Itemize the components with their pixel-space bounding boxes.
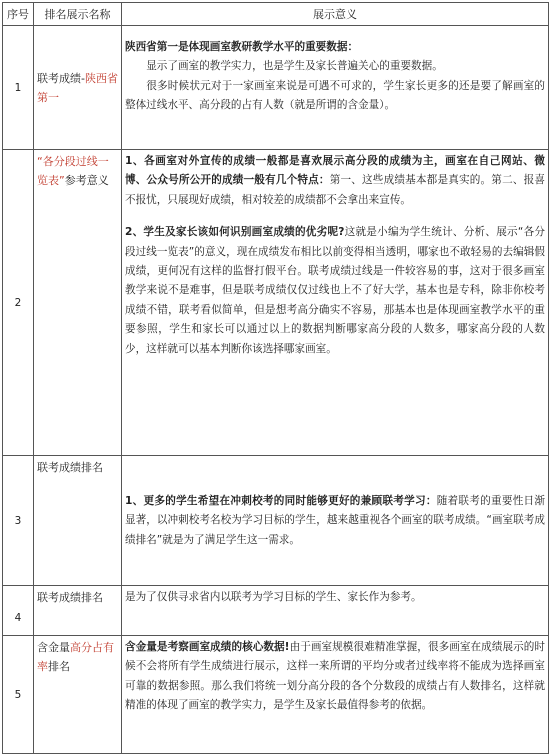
header-name: 排名展示名称 bbox=[34, 3, 122, 26]
row-paragraph: 显示了画室的教学实力，也是学生及家长普遍关心的重要数据。 bbox=[146, 60, 443, 73]
header-row bbox=[3, 3, 549, 26]
row-paragraph: 是为了仅供寻求省内以联考为学习目标的学生、家长作为参考。 bbox=[125, 591, 422, 603]
row-heading: 陕西省第一是体现画室教研教学水平的重要数据： bbox=[125, 41, 359, 53]
table-row bbox=[3, 636, 549, 754]
row-text: 这就是小编为学生统计、分析、展示“各分段过线一览表”的意义，现在成绩发布相比以前变得相当透明，哪家也不敢轻易的去编辑假成绩，更何况有这样的监督打假平台。联考成绩过线是一件较容易的事，这对于很多画室教学来说不是难事，但是联考成绩仅仅过线也上不了好大学，基本也是专科，除非你校考成绩不错，联考看似简单，但是想考高分确实不容易，那基本也是体现画室教学水平的重要参照，学生和家长可以通过以上的数据判断哪家高分段的人数多，哪家高分段的人数少，这样就可以基本判断你该选择哪家画室。 bbox=[125, 226, 545, 355]
row-bold-text: 2、学生及家长该如何识别画室成绩的优劣呢? bbox=[125, 226, 345, 239]
row-seq: 4 bbox=[3, 586, 34, 636]
row-name bbox=[34, 26, 122, 150]
row-seq: 3 bbox=[3, 456, 34, 586]
row-paragraph bbox=[125, 492, 545, 550]
header-meaning: 展示意义 bbox=[122, 3, 549, 26]
ranking-table bbox=[2, 2, 549, 754]
row-text: 第一、这些成绩基本都是真实的。第二、报喜不报忧，只展现好成绩，相对较差的成绩都不会拿出来宣传。 bbox=[125, 174, 545, 206]
row-name-highlight: 高分占有率 bbox=[37, 641, 114, 673]
row-seq: 2 bbox=[3, 150, 34, 456]
row-bold-text: 1、各画室对外宣传的成绩一般都是喜欢展示高分段的成绩为主，画室在自己网站、微博、公众号所公开的成绩一般有几个特点： bbox=[125, 155, 545, 187]
row-bold-text: 含金量是考察画室成绩的核心数据! bbox=[125, 641, 290, 653]
row-bold-text: 1、更多的学生希望在冲刺校考的同时能够更好的兼顾联考学习： bbox=[125, 495, 437, 507]
row-name: 联考成绩排名 bbox=[34, 586, 122, 636]
row-name bbox=[34, 150, 122, 456]
row-name-highlight: “各分段过线一览表” bbox=[37, 155, 109, 187]
row-text: 由于画室规模很难精准掌握，很多画室在成绩展示的时候不会将所有学生成绩进行展示，这样一来所谓的平均分或者过线率将不能成为选择画室可靠的数据参照。那么我们将统一划分高分段的各个分数段的成绩占有人数排名，这样就精准的体现了画室的教学实力，是学生及家长最值得参考的依据。 bbox=[125, 641, 545, 712]
row-name-plain: 参考意义 bbox=[64, 174, 109, 187]
row-seq: 1 bbox=[3, 26, 34, 150]
row-paragraph bbox=[125, 638, 545, 716]
header-seq: 序号 bbox=[3, 3, 34, 26]
table-row bbox=[3, 586, 549, 636]
row-name: 联考成绩排名 bbox=[34, 456, 122, 586]
row-text: 随着联考的重要性日渐显著，以冲刺校考名校为学习目标的学生，越来越重视各个画室的联考成绩。“画室联考成绩排名”就是为了满足学生这一需求。 bbox=[125, 495, 546, 546]
row-meaning bbox=[122, 150, 549, 456]
row-name-plain: 含金量 bbox=[37, 641, 70, 654]
table-row bbox=[3, 26, 549, 150]
row-meaning bbox=[122, 456, 549, 586]
table-row bbox=[3, 456, 549, 586]
row-paragraph: 很多时候状元对于一家画室来说是可遇不可求的，学生家长更多的还是要了解画室的整体过线水平、高分段的占有人数（就是所谓的含金量）。 bbox=[125, 79, 545, 112]
row-name-highlight: 陕西省第一 bbox=[37, 71, 118, 104]
row-meaning bbox=[122, 26, 549, 150]
row-paragraph bbox=[125, 152, 545, 210]
row-paragraph bbox=[125, 223, 545, 359]
row-meaning bbox=[122, 586, 549, 636]
table-row bbox=[3, 150, 549, 456]
row-seq: 5 bbox=[3, 636, 34, 754]
row-name bbox=[34, 636, 122, 754]
row-meaning bbox=[122, 636, 549, 754]
row-name-plain: 排名 bbox=[48, 660, 70, 673]
row-name-plain: 联考成绩- bbox=[37, 71, 85, 85]
